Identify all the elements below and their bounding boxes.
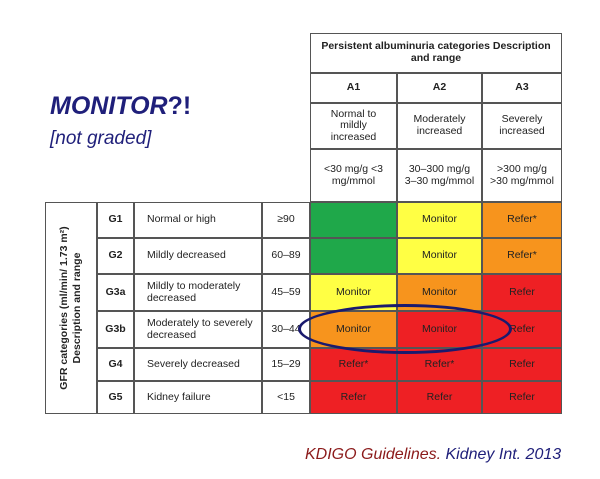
title-suffix: ?!	[167, 92, 192, 120]
albuminuria-range-a1: <30 mg/g <3 mg/mmol	[310, 149, 397, 202]
gfr-stage-g2: G2	[97, 238, 134, 274]
gfr-description-g5: Kidney failure	[134, 381, 262, 414]
gfr-range-g3b: 30–44	[262, 311, 310, 348]
gfr-range-g3a: 45–59	[262, 274, 310, 311]
albuminuria-desc-a1: Normal to mildly increased	[310, 103, 397, 149]
risk-cell-g2-a1	[310, 238, 397, 274]
gfr-stage-g3a: G3a	[97, 274, 134, 311]
risk-cell-g5-a1: Refer	[310, 381, 397, 414]
risk-cell-g3a-a1: Monitor	[310, 274, 397, 311]
risk-cell-g1-a3: Refer*	[482, 202, 562, 238]
albuminuria-desc-a3: Severely increased	[482, 103, 562, 149]
gfr-stage-g1: G1	[97, 202, 134, 238]
slide-subtitle: [not graded]	[50, 128, 152, 149]
risk-cell-g4-a2: Refer*	[397, 348, 482, 381]
gfr-range-g5: <15	[262, 381, 310, 414]
gfr-description-g1: Normal or high	[134, 202, 262, 238]
citation-journal: Kidney Int. 2013	[445, 446, 562, 463]
title-main: MONITOR	[50, 92, 168, 120]
gfr-stage-g4: G4	[97, 348, 134, 381]
risk-cell-g3b-a1: Monitor	[310, 311, 397, 348]
risk-cell-g3b-a3: Refer	[482, 311, 562, 348]
gfr-description-g2: Mildly decreased	[134, 238, 262, 274]
risk-cell-g5-a3: Refer	[482, 381, 562, 414]
gfr-description-g3a: Mildly to moderately decreased	[134, 274, 262, 311]
risk-cell-g2-a2: Monitor	[397, 238, 482, 274]
risk-cell-g3b-a2: Monitor	[397, 311, 482, 348]
albuminuria-range-a3: >300 mg/g >30 mg/mmol	[482, 149, 562, 202]
slide-title	[50, 92, 191, 121]
risk-cell-g4-a1: Refer*	[310, 348, 397, 381]
albuminuria-header: Persistent albuminuria categories Description and range	[310, 33, 562, 73]
gfr-label-text: GFR categories (ml/min/ 1.73 m²) Description and range	[57, 226, 83, 390]
gfr-description-g3b: Moderately to severely decreased	[134, 311, 262, 348]
gfr-stage-g3b: G3b	[97, 311, 134, 348]
albuminuria-range-a2: 30–300 mg/g 3–30 mg/mmol	[397, 149, 482, 202]
risk-cell-g1-a1	[310, 202, 397, 238]
gfr-description-g4: Severely decreased	[134, 348, 262, 381]
risk-cell-g3a-a2: Monitor	[397, 274, 482, 311]
gfr-range-g4: 15–29	[262, 348, 310, 381]
albuminuria-code-a1: A1	[310, 73, 397, 103]
citation: KDIGO Guidelines. Kidney Int. 2013	[305, 446, 562, 463]
albuminuria-code-a2: A2	[397, 73, 482, 103]
gfr-categories-label	[45, 202, 97, 414]
risk-cell-g1-a2: Monitor	[397, 202, 482, 238]
risk-cell-g3a-a3: Refer	[482, 274, 562, 311]
albuminuria-code-a3: A3	[482, 73, 562, 103]
risk-cell-g5-a2: Refer	[397, 381, 482, 414]
risk-cell-g2-a3: Refer*	[482, 238, 562, 274]
gfr-range-g1: ≥90	[262, 202, 310, 238]
albuminuria-desc-a2: Moderately increased	[397, 103, 482, 149]
highlight-ellipse	[298, 304, 512, 354]
gfr-range-g2: 60–89	[262, 238, 310, 274]
risk-cell-g4-a3: Refer	[482, 348, 562, 381]
gfr-stage-g5: G5	[97, 381, 134, 414]
citation-source: KDIGO Guidelines	[305, 446, 437, 463]
